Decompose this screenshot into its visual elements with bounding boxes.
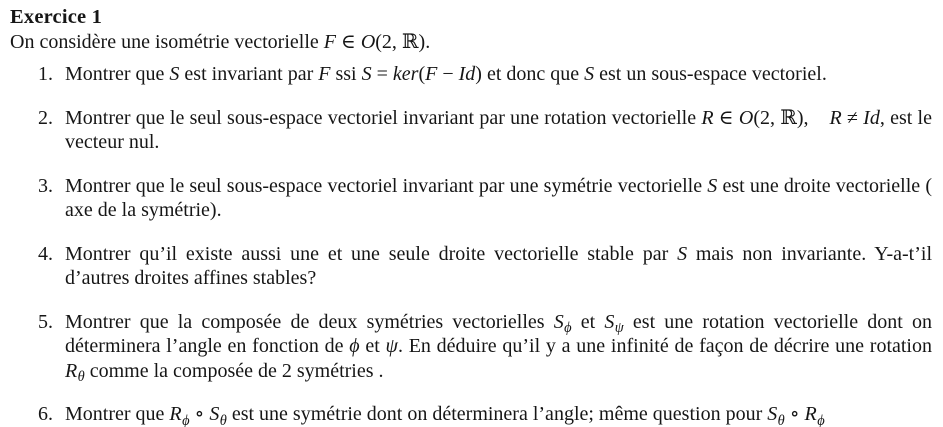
- text-run: [809, 107, 830, 129]
- list-item: [10, 310, 932, 384]
- math-subscript: θ: [777, 412, 785, 427]
- text-run: comme la composée de 2 symétries .: [84, 359, 384, 382]
- math-subscript: θ: [77, 369, 85, 386]
- text-run: est invariant par: [179, 63, 319, 85]
- text-run: =: [371, 63, 393, 85]
- item-number: 2.: [38, 106, 53, 129]
- math-var: S: [361, 63, 372, 85]
- text-run: ssi: [330, 63, 362, 85]
- text-run: est une rotation vectorielle dont on déterminera l’angle en fonction de: [65, 310, 932, 357]
- list-item: [10, 62, 932, 87]
- math-var: O: [360, 31, 376, 53]
- list-item: [10, 242, 932, 291]
- item-text: [65, 403, 825, 425]
- math-var: R: [829, 106, 842, 129]
- text-run: −: [437, 63, 459, 85]
- math-var: ϕ: [349, 335, 360, 357]
- math-var: S: [767, 403, 778, 425]
- math-var: R: [804, 403, 817, 425]
- list-item: [10, 402, 932, 427]
- text-run: ≠: [841, 106, 864, 129]
- text-run: (2, ℝ),: [753, 106, 809, 129]
- item-text: [65, 310, 932, 386]
- math-var: O: [738, 106, 754, 129]
- text-run: ∘: [784, 403, 805, 425]
- item-text: [65, 175, 932, 222]
- math-var: F: [425, 63, 438, 85]
- text-run: ∈: [713, 106, 739, 129]
- text-run: et: [571, 310, 605, 333]
- text-run: , est le vecteur nul.: [65, 106, 932, 153]
- text-run: ) et donc que: [475, 63, 585, 85]
- math-var: Id: [458, 63, 476, 85]
- math-var: Id: [863, 106, 880, 129]
- list-item: [10, 106, 932, 155]
- text-run: Montrer que: [65, 63, 170, 85]
- text-run: Montrer que le seul sous-espace vectoriel invariant par une rotation vectorielle: [65, 106, 702, 129]
- math-var: F: [318, 63, 331, 85]
- text-run: On considère une isométrie vectorielle: [10, 31, 324, 53]
- math-var: F: [323, 31, 336, 53]
- text-run: Montrer que: [65, 403, 170, 425]
- math-subscript: ϕ: [182, 412, 190, 427]
- exercise-list: [10, 62, 932, 427]
- text-run: mais non invariante. Y-a-t’il d’autres droites affines stables?: [65, 242, 932, 289]
- item-text: [65, 63, 827, 85]
- math-var: S: [169, 63, 180, 85]
- math-var: ψ: [385, 335, 398, 357]
- math-var: R: [701, 106, 714, 129]
- text-run: est un sous-espace vectoriel.: [594, 63, 827, 85]
- text-run: et: [359, 335, 386, 357]
- math-subscript: θ: [219, 412, 227, 427]
- item-text: [65, 243, 932, 290]
- text-run: ∈: [336, 31, 361, 53]
- math-subscript: ϕ: [817, 412, 825, 427]
- math-var: R: [65, 359, 78, 382]
- text-run: Montrer qu’il existe aussi une et une seule droite vectorielle stable par: [65, 242, 678, 265]
- item-number: 6.: [38, 403, 53, 425]
- math-var: S: [584, 63, 595, 85]
- text-run: Montrer que le seul sous-espace vectoriel invariant par une symétrie vectorielle: [65, 174, 708, 197]
- math-var: S: [677, 242, 688, 265]
- text-run: ∘: [189, 403, 210, 425]
- item-text: [65, 107, 932, 154]
- item-number: 3.: [38, 174, 53, 197]
- item-number: 4.: [38, 242, 53, 265]
- math-var: S: [209, 403, 220, 425]
- math-var: S: [553, 310, 564, 333]
- math-subscript: ϕ: [564, 320, 572, 337]
- math-subscript: ψ: [614, 320, 624, 337]
- math-var: R: [169, 403, 182, 425]
- math-var: ker: [392, 63, 419, 85]
- text-run: (: [418, 63, 426, 85]
- text-run: . En déduire qu’il y a une infinité de façon de décrire une rotation: [397, 335, 932, 357]
- text-run: est une symétrie dont on déterminera l’angle; même question pour: [226, 403, 768, 425]
- math-var: S: [707, 174, 718, 197]
- item-number: 1.: [38, 63, 53, 85]
- text-run: est une droite vectorielle ( axe de la symétrie).: [65, 174, 932, 221]
- text-run: Montrer que la composée de deux symétries vectorielles: [65, 310, 554, 333]
- exercise-title: Exercice 1: [10, 6, 103, 28]
- math-var: S: [604, 310, 615, 333]
- list-item: [10, 174, 932, 223]
- item-number: 5.: [38, 310, 53, 333]
- intro-paragraph: [10, 30, 932, 55]
- text-run: (2, ℝ).: [375, 31, 431, 53]
